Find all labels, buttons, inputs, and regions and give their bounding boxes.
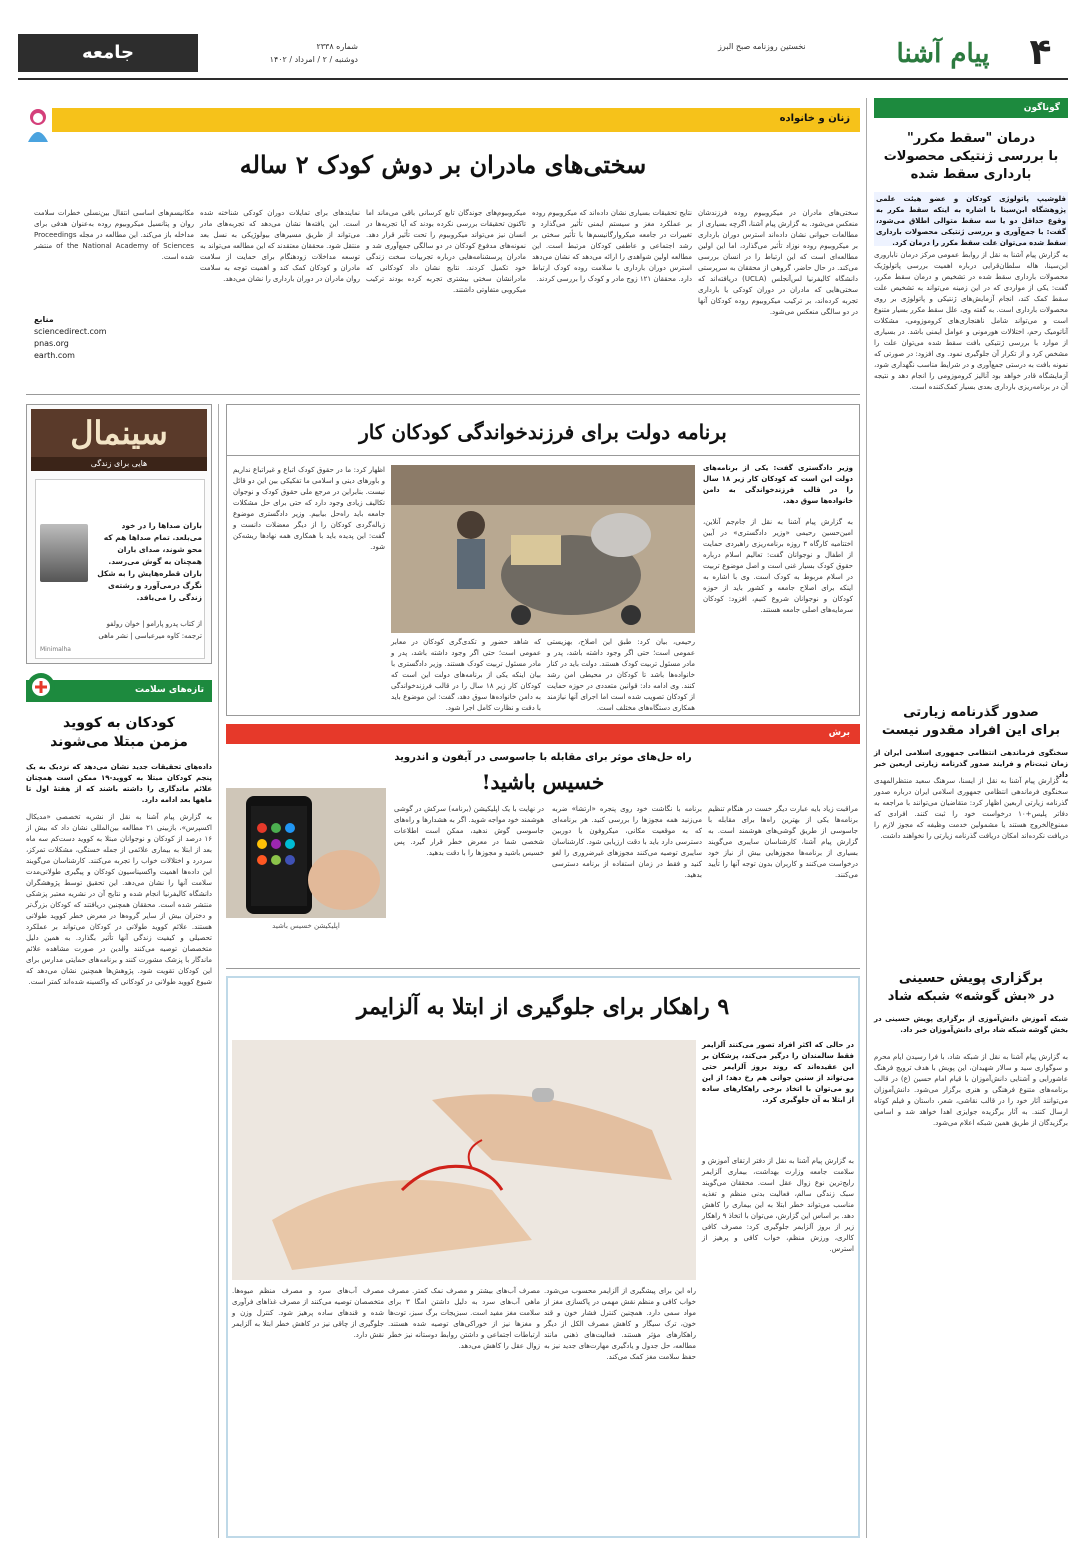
ad-translator: ترجمه: کاوه میرعباسی | نشر ماهی bbox=[98, 632, 202, 640]
issue-number: شماره ۲۳۳۸ bbox=[316, 42, 358, 51]
women-col-4: نمایندهای برای تمایلات دوران کودکی شناخته شده است. این یافته‌ها نشان می‌دهد که تجربه‌های مادر می‌تواند از طریق مسیرهای بیولوژیکی به نسل بعد منتقل شود. محققان معتقدند که این مطالعه می‌تواند به توسعه مداخلات زودهنگام برای حمایت از سلامت مادران و کودکان کمک کند و اهمیت توجه به سلامت روان مادران در دوران بارداری را نشان می‌دهد. bbox=[200, 209, 360, 283]
child-labor-col-4: اظهار کرد: ما در حقوق کودک اتباع و غیراتباع نداریم و باورهای دینی و اسلامی ما تفکیکی بین این دو قائل نیست. بنابراین در مرجع ملی حقوق کودک و نوجوان تکالیف زیادی وجود دارد که حتی برای حل مشکلات جامعه باید راه‌حل بیابیم. وزیر دادگستری موضوع زباله‌گردی کودکان را از دیگر معضلات دانست و گفت: این پدیده باید با همکاری همه نهادها ریشه‌کن شود. bbox=[233, 466, 385, 551]
child-labor-col-1: به گزارش پیام آشنا به نقل از جام‌جم آنلاین، امین‌حسین رحیمی «وزیر دادگستری» در آیین اختتامیه کارگاه ۳ روزه برنامه‌ریزی راهبردی حمایت از اطفال و نوجوانان گفت: تعالیم اسلام درباره حقوق کودک بسیار غنی است و اصل موضوع تربیت در اسلام مربوط به کودک است. وی با اشاره به اینکه برای اصلاح جامعه و کشور باید از حوزه کودکان و نوجوانان شروع کنیم، افزود: کودکان سرمایه‌های اصلی جامعه هستند. bbox=[703, 518, 853, 614]
minimal-ad bbox=[26, 404, 212, 664]
story2-lead: سخنگوی فرماندهی انتظامی جمهوری اسلامی ایران از زمان ثبت‌نام و فرایند صدور گذرنامه زیارتی اربعین خبر داد. bbox=[874, 749, 1068, 779]
story2-body: به گزارش پیام آشنا به نقل از ایسنا، سرهنگ سعید منتظرالمهدی سخنگوی فرماندهی انتظامی جمهوری اسلامی ایران درباره صدور گذرنامه زیارتی اربعین اظهار کرد: متقاضیان می‌توانند با مراجعه به دفاتر پلیس+۱۰ درخواست خود را ثبت کنند. افرادی که ممنوع‌الخروج هستند یا مشمولین خدمت وظیفه که مجوز لازم را دریافت نکرده‌اند امکان دریافت گذرنامه زیارتی را نخواهند داشت. bbox=[874, 777, 1068, 840]
story3-title-line: در «بش گوشه» شبکه شاد bbox=[887, 989, 1055, 1004]
source-item: sciencedirect.com bbox=[34, 327, 107, 336]
brief-label: برش bbox=[828, 728, 850, 738]
women-headline: سختی‌های مادران بر دوش کودک ۲ ساله bbox=[239, 150, 647, 179]
brief-rule bbox=[226, 968, 860, 969]
section-tab: جامعه bbox=[18, 34, 198, 72]
alzheimer-col-4: مصرف آب‌های سرد و مصرف منظم میوه‌ها. متخصصان توصیه می‌کنند از مصرف غذاهای فرآوری شده و قندهای ساده پرهیز شود. کنترل وزن و جلوگیری از چاقی نیز در کاهش خطر ابتلا به آلزایمر نقش دارد. bbox=[232, 1287, 384, 1339]
women-kicker: زنان و خانواده bbox=[779, 113, 850, 124]
source-item: pnas.org bbox=[34, 339, 69, 348]
ad-portrait bbox=[40, 524, 88, 582]
story3-title bbox=[874, 970, 1068, 1006]
story1-title-line: با بررسی ژنتیکی محصولات bbox=[883, 149, 1059, 164]
finger-string-photo bbox=[232, 1040, 696, 1280]
sidebar bbox=[874, 98, 1068, 1538]
slogan: نخستین روزنامه صبح البرز bbox=[718, 42, 806, 51]
child-labor-feature bbox=[226, 404, 860, 716]
phone-caption: اپلیکیشن خسیس باشید bbox=[272, 922, 340, 930]
story2-title bbox=[874, 704, 1068, 740]
health-title-line: کودکان به کووید bbox=[63, 715, 175, 731]
health-lead: داده‌های تحقیقات جدید نشان می‌دهد که نزدیک به یک پنجم کودکان مبتلا به کووید-۱۹ ممکن است همچنان علائم ماندگاری را داشته باشند که از هفتۀ اول تا ماهها بعد ادامه دارد. bbox=[26, 763, 213, 804]
ad-book: از کتاب پدرو پارامو | خوان رولفو bbox=[106, 620, 202, 628]
alzheimer-lead: در حالی که اکثر افراد تصور می‌کنند آلزایمر فقط سالمندان را درگیر می‌کند، پزشکان بر این عقیده‌اند که روند بروز آلزایمر حتی می‌تواند از سنین جوانی هم رخ دهد؛ از این رو می‌توان با اتخاذ برخی راهکارهای ساده از ابتلا به آن جلوگیری کرد. bbox=[702, 1041, 854, 1104]
ad-subtitle: هایی برای زندگی bbox=[31, 457, 207, 471]
women-col-1: سختی‌های مادران در میکروبیوم روده فرزندشان منعکس می‌شود. به گزارش پیام آشنا، اگرچه بسیاری از مطالعات حیوانی نشان داده‌اند استرس دوران بارداری بر میکروبیوم روده نوزاد تأثیر می‌گذارد، اما این اولین مطالعه‌ای است که این ارتباط را در انسان بررسی می‌کند. در حال حاضر، گروهی از محققان به سرپرستی دانشگاه کالیفرنیا لس‌آنجلس (UCLA) دریافته‌اند که سختی‌هایی که مادران در دوران کودکی یا بارداری تجربه کرده‌اند، بر ترکیب میکروبیوم روده کودکان آنها در دو سالگی منعکس می‌شود. bbox=[698, 209, 858, 316]
health-news bbox=[26, 672, 212, 1538]
story1-body: به گزارش پیام آشنا به نقل از روابط عمومی مرکز درمان ناباروری ابن‌سینا، هاله سلطان‌قرایی درباره اهمیت بررسی پاتولوژیک محصولات بارداری سقط شده در تشخیص و درمان سقط مکرر، گفت: یکی از مواردی که در این زمینه می‌تواند به تشخیص علت سقط کمک کند، انجام آزمایش‌های ژنتیکی و پاتولوژی بر روی محصولات بارداری است. به گفته وی، علل سقط مکرر بسیار متنوع است و می‌تواند شامل ناهنجاری‌های کروموزومی، مشکلات آناتومیک رحم، اختلالات هورمونی و عوامل ایمنی باشد. در بسیاری از موارد با بررسی ژنتیکی بافت سقط شده می‌توان علت را مشخص کرد و از تکرار آن جلوگیری نمود. وی افزود: در صورتی که نمونه بافت به درستی جمع‌آوری و در شرایط مناسب نگهداری شود، آزمایشگاه قادر خواهد بود آنالیز کروموزومی را انجام دهد و نتیجه آن در برنامه‌ریزی بارداری بعدی بسیار کمک‌کننده است. bbox=[874, 251, 1068, 391]
story2-title-line: صدور گذرنامه زیارتی bbox=[903, 705, 1039, 720]
brief-kicker: راه حل‌های موثر برای مقابله با جاسوسی در آیفون و اندروید bbox=[394, 752, 692, 763]
women-rule bbox=[26, 394, 860, 395]
ad-card bbox=[35, 479, 205, 659]
child-labor-lead: وزیر دادگستری گفت: یکی از برنامه‌های دولت این است که کودکان کار زیر ۱۸ سال را در قالب فرزندخواندگی به دامن خانواده‌ها سوق دهد. bbox=[703, 464, 853, 505]
story3-title-line: برگزاری پویش حسینی bbox=[898, 971, 1044, 986]
health-body: به گزارش پیام آشنا به نقل از نشریه تخصصی «مدیکال اکسپرس»، بازبینی ۲۱ مطالعه بین‌المللی نشان داد که بیش از ۱۶ درصد از کودکان و نوجوانان مبتلا به کووید دست‌کم سه ماه بعد از ابتلا به بیماری علائمی از جمله خستگی، مشکلات تمرکز، سردرد و اختلالات خواب را تجربه می‌کنند. کارشناسان می‌گویند این داده‌ها اهمیت واکسیناسیون کودکان و پیگیری طولانی‌مدت سلامت آنها را نشان می‌دهد. این تحقیق توسط پژوهشگران دانشگاه کالیفرنیا انجام شده و نتایج آن در نشریه معتبر پزشکی منتشر شده است. محققان همچنین دریافتند که کودکان بزرگ‌تر و دختران بیش از سایر گروه‌ها در معرض خطر کووید طولانی هستند. علائم کووید طولانی در کودکان می‌تواند بر عملکرد تحصیلی و کیفیت زندگی آنها تأثیر بگذارد. به همین دلیل متخصصان توصیه می‌کنند والدین در صورت مشاهده علائم ماندگار با پزشک مشورت کنند و برنامه‌های حمایتی مدارس برای این کودکان تقویت شود. پژوهش‌ها همچنین نشان می‌دهد که شیوع کووید طولانی در کودکانی که واکسینه شده‌اند کمتر است. bbox=[26, 813, 212, 986]
women-kicker-bar bbox=[52, 108, 860, 132]
brief-label-bar bbox=[226, 724, 860, 744]
masthead-rule bbox=[18, 78, 1068, 80]
health-title-line: مزمن مبتلا می‌شوند bbox=[50, 734, 188, 750]
ad-title: سینمال bbox=[31, 409, 207, 457]
women-icon bbox=[26, 108, 50, 144]
alzheimer-col-1: به گزارش پیام آشنا به نقل از دفتر ارتقای آموزش و سلامت جامعه وزارت بهداشت، بیماری آلزایمر رایج‌ترین نوع زوال عقل است. محققان می‌گویند سبک زندگی سالم، فعالیت بدنی منظم و تغذیه مناسب می‌تواند خطر ابتلا به این بیماری را کاهش دهد. بر اساس این گزارش، می‌توان با اتخاذ ۹ راهکار زیر از بروز آلزایمر جلوگیری کرد: مصرف کافی کالری، ورزش منظم، خواب کافی و پرهیز از استرس. bbox=[702, 1157, 854, 1253]
story1-lead: فلوشیپ پاتولوژی کودکان و عضو هیئت علمی پژوهشگاه ابن‌سینا با اشاره به اینکه سقط مکرر به وقوع حداقل دو یا سه سقط متوالی اطلاق می‌شود، گفت: با جمع‌آوری و بررسی ژنتیکی محصولات بارداری سقط شده می‌توان علت سقط مکرر را درمان کرد. bbox=[874, 192, 1068, 246]
brief-feature bbox=[226, 724, 860, 964]
page-number: ۴ bbox=[1029, 32, 1052, 73]
story-sagh-title bbox=[874, 130, 1068, 184]
health-icon bbox=[26, 672, 56, 702]
health-divider bbox=[218, 404, 219, 1538]
health-kicker: تازه‌های سلامت bbox=[134, 685, 204, 695]
story2-title-line: برای این افراد مقدور نیست bbox=[881, 723, 1061, 738]
women-col-3: میکروبیوم‌های جوندگان تابع کرسانی باقی می‌ماند اما تاکنون تحقیقات بررسی نکرده بودند که آیا تجربه‌ها در انسان نیز می‌تواند میکروبیوم را تحت تأثیر قرار دهد. نمونه‌های مدفوع کودکان در دو سالگی جمع‌آوری شد و مادران پرسشنامه‌هایی درباره تجربیات سخت زندگی خود تکمیل کردند. نتایج نشان داد کودکانی که مادرانشان سختی بیشتری تجربه کرده بودند ترکیب میکروبی متفاوتی داشتند. bbox=[366, 209, 526, 294]
brief-col-3: در نهایت با یک اپلیکیشن (برنامه) سرکش در گوشی هوشمند خود مواجه شوید. اگر به هشدارها و راه‌های جاسوسی گوش ندهید، ممکن است اطلاعات شخصی شما در معرض خطر قرار گیرد. پس خسیس باشید و مجوزها را با دقت بدهید. bbox=[394, 805, 544, 857]
ad-quote: باران صداها را در خود می‌بلعد. تمام صداها هم که محو شوند، صدای باران همچنان به گوش می‌رسد. باران قطره‌هایش را به شکل نگرگ درمی‌آورد و رشته‌ی زندگی را می‌بافد. bbox=[97, 521, 202, 602]
alzheimer-headline: ۹ راهکار برای جلوگیری از ابتلا به آلزایمر bbox=[356, 994, 730, 1020]
alzheimer-col-2: راه این برای پیشگیری از آلزایمر محسوب می‌شود. خواب کافی و منظم نقش مهمی در پاکسازی مغز از مواد سمی دارد. همچنین کنترل فشار خون و قند خون، ترک سیگار و کاهش مصرف الکل از دیگر راهکارهای مؤثر هستند. فعالیت‌های ذهنی مانند مطالعه، حل جدول و یادگیری مهارت‌های جدید نیز به حفظ سلامت مغز کمک می‌کند. bbox=[544, 1287, 696, 1361]
sources-label: منابع bbox=[34, 315, 54, 324]
masthead bbox=[18, 30, 1068, 80]
brief-headline: خسیس باشید! bbox=[481, 770, 605, 794]
brief-col-2: برنامه با نگاشت خود روی پنجره «ارتشا» ضربه می‌زنید همه مجوزها را بررسی کنید. هر برنامه‌ای که به موقعیت مکانی، میکروفون یا دوربین دسترسی دارد باید با دقت ارزیابی شود. کارشناسان سایبری توصیه می‌کنند مجوزهای غیرضروری را لغو کنید و فقط در زمان استفاده از برنامه دسترسی بدهید. bbox=[552, 805, 702, 879]
child-labor-col-2: رحیمی، بیان کرد: طبق این اصلاح، بهزیستی عمومی است؛ حتی اگر وجود داشته باشد، پدر و مادر مسئول تربیت کودک هستند. دولت باید در کنار خانواده‌ها باشد تا کودکان در محیطی امن رشد کنند. وی ادامه داد: قوانین متعددی در حوزه حمایت از کودکان تصویب شده است اما اجرای آنها نیازمند همکاری دستگاه‌های مختلف است. bbox=[547, 638, 695, 712]
women-col-5: مکانیسم‌های اساسی انتقال بین‌نسلی خطرات سلامت روان و پتانسیل میکروبیوم روده به‌عنوان هدفی برای مداخله باز می‌کند. این مطالعه در مجله Proceedings of the National Academy of Sciences منتشر شده است. bbox=[34, 209, 195, 261]
women-col-2: نتایج تحقیقات بسیاری نشان داده‌اند که میکروبیوم روده بر عملکرد مغز و سیستم ایمنی تأثیر می‌گذارد و تغییرات در جامعه میکروارگانیسم‌ها با تأثیر سختی بر رشد اجتماعی و عاطفی کودکان مرتبط است. این مطالعه اولین شواهدی را ارائه می‌دهد که نشان می‌دهد استرس دوران بارداری با سلامت روده کودک ارتباط دارد. محققان ۱۲۱ زوج مادر و کودک را بررسی کردند. bbox=[532, 209, 692, 283]
sidebar-section-label: گوناگون bbox=[874, 98, 1068, 118]
story3-body: به گزارش پیام آشنا به نقل از شبکه شاد، با فرا رسیدن ایام محرم و سوگواری سید و سالار شهیدان، این پویش با هدف ترویج فرهنگ عاشورایی و آشنایی دانش‌آموزان با قیام امام حسین (ع) در قالب برنامه‌های متنوع فرهنگی و هنری برگزار می‌شود. دانش‌آموزان می‌توانند آثار خود را در قالب نقاشی، شعر، داستان و فیلم کوتاه ارسال کنند. به آثار برگزیده جوایزی اهدا خواهد شد و اسامی برگزیدگان از طریق همین شبکه اعلام می‌شود. bbox=[874, 1053, 1068, 1127]
issue-date: دوشنبه / ۲ / امرداد / ۱۴۰۲ bbox=[269, 55, 358, 64]
alzheimer-col-3: مصرف آب‌های بیشتر و مصرف نمک کمتر. مصرف ماهی آب‌های سرد به دلیل داشتن امگا ۳ برای سلامت مغز مفید است. سبزیجات برگ سبز، توت‌ها و مغزها نیز از خوراکی‌های توصیه شده هستند. ارتباطات اجتماعی و داشتن روابط دوستانه نیز خطر زوال عقل را کاهش می‌دهد. bbox=[388, 1287, 540, 1350]
ad-brand: Minimalha bbox=[40, 646, 71, 653]
women-feature bbox=[26, 108, 860, 388]
logo: پیام آشنا bbox=[896, 39, 990, 69]
story1-title-line: درمان "سقط مکرر" bbox=[906, 131, 1036, 146]
story1-title-line: بارداری سقط شده bbox=[910, 167, 1032, 182]
women-sources bbox=[34, 314, 194, 362]
health-title bbox=[26, 714, 212, 752]
child-labor-col-3: که شاهد حضور و تکدی‌گری کودکان در معابر عمومی است؛ حتی اگر وجود داشته باشد، پدر و مادر مسئول تربیت کودک هستند. وزیر دادگستری با بیان اینکه یکی از برنامه‌های دولت این است که کودکان کار زیر ۱۸ سال را در قالب فرزندخواندگی به دامن خانواده‌ها سوق دهد، گفت: این موضوع باید با دقت و نظارت کامل اجرا شود. bbox=[391, 638, 541, 712]
brief-col-1: مراقبت زیاد بایه عبارت دیگر خست در هنگام تنظیم برنامه‌ها یکی از بهترین راه‌ها برای مقابله با جاسوسی از طریق گوشی‌های هوشمند است. به گزارش پیام آشنا، کارشناسان سایبری می‌گویند بسیاری از برنامه‌ها مجوزهایی بیش از نیاز خود درخواست می‌کنند و کاربران بدون توجه آنها را تأیید می‌کنند. bbox=[708, 805, 858, 879]
sidebar-divider bbox=[866, 98, 867, 1538]
phone-photo bbox=[226, 788, 386, 918]
source-item: earth.com bbox=[34, 351, 75, 360]
issue-info bbox=[208, 40, 358, 66]
child-labor-headline: برنامه دولت برای فرزندخواندگی کودکان کار bbox=[359, 420, 727, 444]
child-labor-rule bbox=[227, 455, 859, 456]
child-labor-photo bbox=[391, 465, 695, 633]
story3-lead: شبکه آموزش دانش‌آموزی از برگزاری پویش حسینی در بخش گوشه شبکه شاد برای دانش‌آموزان خبر داد. bbox=[874, 1015, 1068, 1034]
alzheimer-feature bbox=[226, 976, 860, 1538]
